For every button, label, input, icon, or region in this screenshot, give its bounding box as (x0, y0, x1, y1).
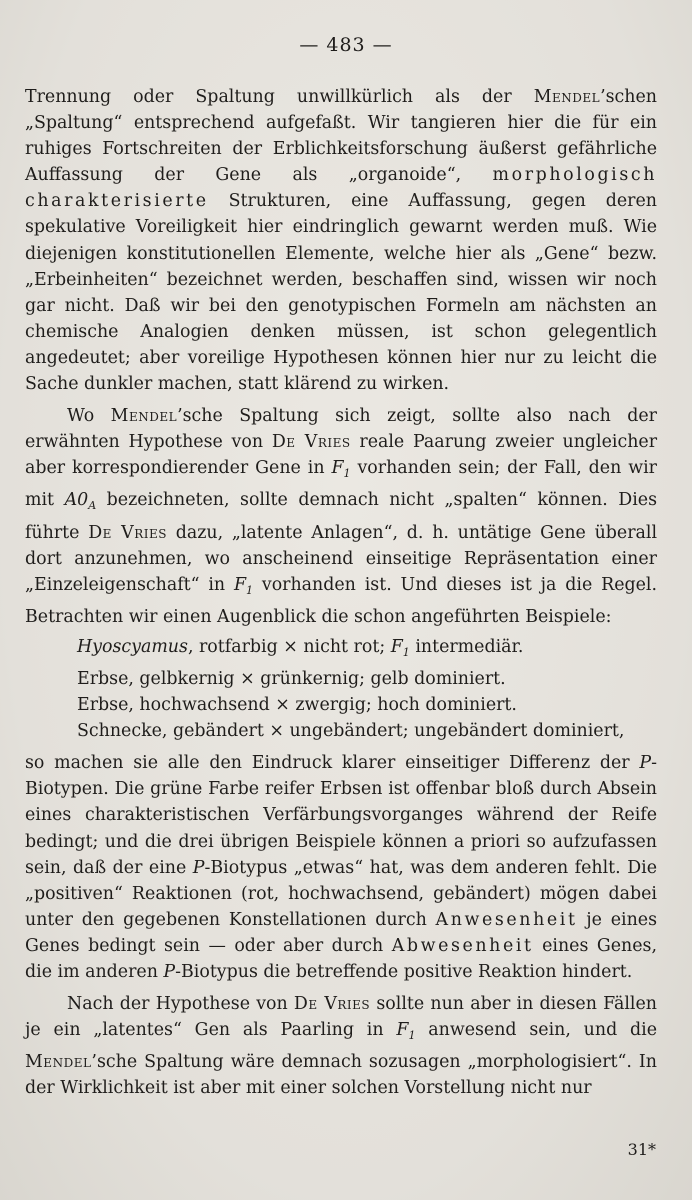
small-caps-run: Mendel (25, 1052, 92, 1073)
text-run: bezeichneten, sollte demnach nicht „spalten“ können. Dies führte (25, 490, 657, 543)
subscript-run: 1 (402, 645, 410, 659)
example-line (77, 718, 657, 744)
text-run: eines Genes, die im anderen (25, 935, 657, 982)
page-number: — 483 — (299, 34, 393, 56)
signature-mark: 31* (627, 1140, 656, 1159)
small-caps-run: De Vries (293, 994, 371, 1015)
italic-run: F (390, 636, 403, 657)
text-run: -Biotypen. Die grüne Farbe reifer Erbsen ist offenbar bloß durch Absein eines charakteristischen Verfärbungsvorganges während der Reife bedingt; und die drei übrigen Beispiele können a priori so aufzufassen sein, daß der eine (25, 753, 657, 878)
italic-run: P (192, 857, 205, 878)
text-run: Erbse, hochwachsend × zwergig; hoch dominiert. (77, 695, 517, 716)
italic-run: P (163, 962, 176, 982)
paragraph (25, 991, 657, 1101)
spaced-run: Anwesenheit (435, 909, 578, 930)
paragraph (25, 84, 657, 397)
body-text (25, 84, 657, 1101)
text-run: so machen sie alle den Eindruck klarer einseitiger Differenz der (25, 753, 640, 774)
text-run: , rotfarbig × nicht rot; (187, 636, 391, 657)
italic-run: F (331, 458, 344, 479)
example-list (77, 634, 657, 744)
small-caps-run: Mendel (533, 87, 601, 107)
subscript-run: 1 (408, 1029, 416, 1043)
spaced-run: Abwesenheit (391, 935, 534, 956)
text-run: anwesend sein, und die (415, 1020, 657, 1041)
italic-run: F (396, 1020, 409, 1041)
text-run: vorhanden sein; der Fall, den wir mit (25, 458, 657, 511)
text-run: vorhanden ist. Und dieses ist ja die Regel. Betrachten wir einen Augenblick die schon angeführten Beispiele: (25, 574, 657, 627)
italic-run: Hyoscyamus (77, 636, 188, 657)
text-run: Wo (67, 406, 111, 427)
italic-run: F (233, 574, 247, 595)
text-run: Strukturen, eine Auffassung, gegen deren spekulative Voreiligkeit hier eindringlich gewarnt werden muß. Wie diejenigen konstitutionellen Elemente, welche hier als „Gene“ bezw. „Erbeinheiten“ bezeichnet werden, beschaffen sind, wissen wir noch gar nicht. Daß wir bei den genotypischen Formeln am nächsten an chemische Analogien denken müssen, ist schon gelegentlich angedeutet; aber voreilige Hypothesen können hier nur zu leicht die Sache dunkler machen, statt klärend zu wirken. (25, 191, 657, 395)
text-run: Erbse, gelbkernig × grünkernig; gelb dominiert. (77, 668, 506, 689)
text-run: intermediär. (409, 636, 524, 657)
text-run: -Biotypus „etwas“ hat, was dem anderen fehlt. Die „positiven“ Reaktionen (rot, hochwachsend, gebändert) mögen dabei unter den gegebenen Konstellationen durch (25, 857, 657, 930)
example-line (77, 634, 657, 666)
text-run: -Biotypus die betreffende positive Reaktion hindert. (175, 962, 633, 982)
italic-run: P (639, 753, 652, 774)
text-run: Schnecke, gebändert × ungebändert; ungebändert dominiert, (77, 721, 625, 742)
text-run: Trennung oder Spaltung unwillkürlich als der (25, 87, 534, 107)
text-run: Nach der Hypothese von (67, 994, 294, 1015)
paragraph (25, 403, 657, 630)
italic-run: A0 (64, 490, 89, 511)
small-caps-run: De Vries (88, 522, 167, 543)
paragraph (25, 750, 657, 985)
spaced-run: morphologisch charakterisierte (25, 165, 657, 212)
text-run: ’sche Spaltung wäre demnach sozusagen „morphologisiert“. In der Wirklichkeit ist aber mit einer solchen Vorstellung nicht nur (25, 1052, 657, 1099)
subscript-run: 1 (246, 583, 254, 597)
text-run: je eines Genes bedingt sein — oder aber durch (25, 909, 657, 956)
text-run: ’schen „Spaltung“ entsprechend aufgefaßt. Wir tangieren hier die für ein ruhiges Fortschreiten der Erblichkeitsforschung äußerst gefährliche Auffassung der Gene als „organoide“, (25, 87, 657, 186)
subscript-run: A (88, 499, 97, 513)
small-caps-run: De Vries (271, 432, 351, 453)
text-run: sollte nun aber in diesen Fällen je ein „latentes“ Gen als Paarling in (25, 994, 657, 1041)
text-run: reale Paarung zweier ungleicher aber korrespondierender Gene in (25, 432, 658, 479)
example-line (77, 692, 657, 718)
example-line (77, 666, 657, 692)
text-run: ’sche Spaltung sich zeigt, sollte also nach der erwähnten Hypothese von (25, 406, 657, 453)
small-caps-run: Mendel (110, 406, 178, 427)
text-run: dazu, „latente Anlagen“, d. h. untätige Gene überall dort anzunehmen, wo anscheinend einseitige Repräsentation einer „Einzeleigenschaft“ in (25, 522, 658, 595)
subscript-run: 1 (343, 467, 351, 481)
